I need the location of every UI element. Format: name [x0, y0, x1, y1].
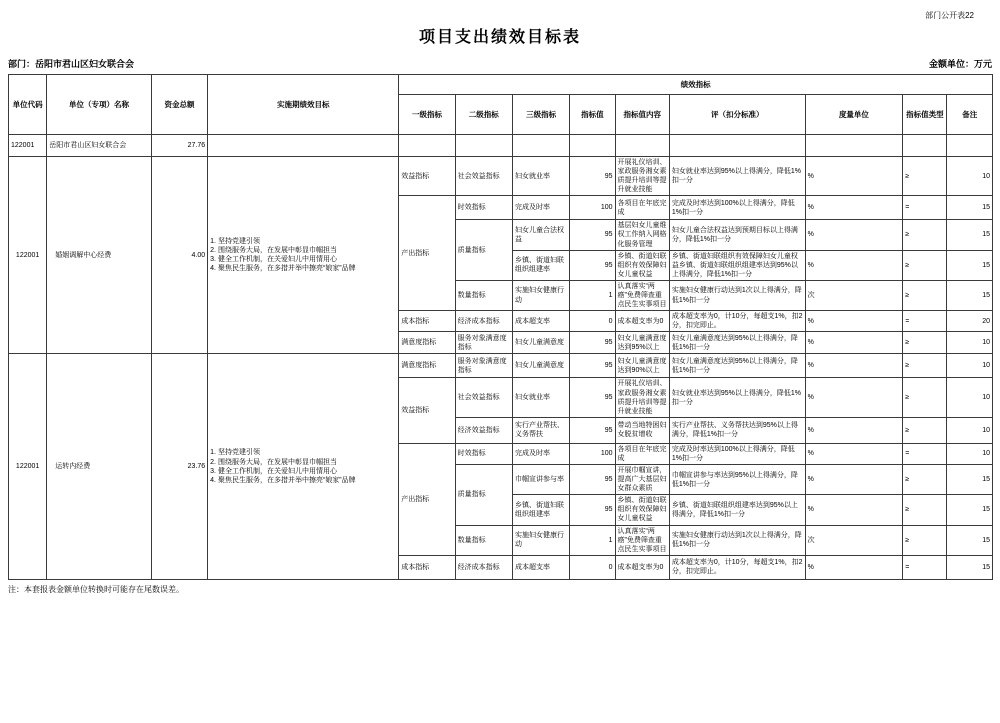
cell-unit: % [805, 220, 903, 250]
cell-remark: 15 [947, 555, 993, 579]
cell-unit: % [805, 157, 903, 196]
cell-amount: 23.76 [151, 354, 207, 579]
cell-unit: % [805, 495, 903, 525]
cell-content: 认真落实“两癌”免费筛查重点民生实事项目 [615, 280, 669, 310]
cell-type: ≥ [903, 464, 947, 494]
cell-amount: 4.00 [151, 157, 207, 354]
amount-unit-label: 金额单位：万元 [928, 59, 992, 69]
cell-l2: 时效指标 [455, 443, 512, 464]
cell-remark: 15 [947, 280, 993, 310]
goal-line: 4. 聚焦民生服务，在多措并举中擦亮“娘家”品牌 [210, 265, 356, 273]
meta-row [8, 57, 992, 70]
footnote: 注：本套报表金额单位转换时可能存在尾数误差。 [8, 584, 184, 594]
cell-unit: 次 [805, 525, 903, 555]
cell-l1 [399, 135, 455, 157]
cell-content: 各项目在年底完成 [615, 443, 669, 464]
cell-score: 乡镇、街道妇联组织组建率达到95%以上得满分，降低1%扣一分 [669, 495, 805, 525]
cell-content: 妇女儿童满意度达到95%以上 [615, 332, 669, 354]
cell-remark: 10 [947, 354, 993, 378]
goal-line: 3. 健全工作机制，在关爱妇儿中用情用心 [210, 467, 337, 475]
cell-score [669, 135, 805, 157]
cell-remark: 10 [947, 157, 993, 196]
indicator-row [9, 354, 993, 378]
summary-row [9, 135, 993, 157]
cell-unit-code: 122001 [9, 135, 47, 157]
cell-l3: 妇女儿童合法权益 [512, 220, 569, 250]
cell-remark: 15 [947, 464, 993, 494]
cell-l3: 妇女就业率 [512, 378, 569, 417]
cell-l2: 服务对象满意度指标 [455, 332, 512, 354]
cell-content: 认真落实“两癌”免费筛查重点民生实事项目 [615, 525, 669, 555]
cell-content: 成本超支率为0 [615, 555, 669, 579]
cell-score: 完成及时率达到100%以上得满分，降低1%扣一分 [669, 196, 805, 220]
cell-remark: 15 [947, 250, 993, 280]
cell-goals [208, 354, 399, 579]
cell-project-name: 婚姻调解中心经费 [47, 157, 152, 354]
cell-remark: 15 [947, 220, 993, 250]
cell-l1: 效益指标 [399, 378, 455, 443]
cell-score: 妇女就业率达到95%以上得满分，降低1%扣一分 [669, 157, 805, 196]
cell-content: 开展礼仪培训、家政服务湘女素质提升培训等提升就业技能 [615, 378, 669, 417]
header-l2: 二级指标 [455, 95, 512, 135]
cell-remark: 15 [947, 196, 993, 220]
cell-score: 成本超支率为0，计10分，每超支1%，扣2分，扣完即止。 [669, 555, 805, 579]
cell-remark [947, 135, 993, 157]
header-unit-code: 单位代码 [9, 75, 47, 135]
cell-unit-code: 122001 [9, 354, 47, 579]
cell-l3: 实施妇女健康行动 [512, 525, 569, 555]
cell-l1: 满意度指标 [399, 332, 455, 354]
cell-content: 开展礼仪培训、家政服务湘女素质提升培训等提升就业技能 [615, 157, 669, 196]
cell-l3: 实行产业帮扶、义务帮扶 [512, 417, 569, 443]
cell-unit: % [805, 311, 903, 332]
cell-l2: 数量指标 [455, 525, 512, 555]
cell-score: 实施妇女健康行动达到1次以上得满分，降低1%扣一分 [669, 525, 805, 555]
cell-score: 实施妇女健康行动达到1次以上得满分，降低1%扣一分 [669, 280, 805, 310]
cell-value: 95 [570, 378, 615, 417]
cell-content: 各项目在年底完成 [615, 196, 669, 220]
cell-value: 95 [570, 417, 615, 443]
cell-l3: 乡镇、街道妇联组织组建率 [512, 250, 569, 280]
cell-l3 [512, 135, 569, 157]
cell-l3: 妇女儿童满意度 [512, 332, 569, 354]
header-row-1 [9, 75, 993, 95]
goal-line: 1. 坚持党建引领 [210, 449, 260, 457]
cell-l2: 服务对象满意度指标 [455, 354, 512, 378]
cell-unit: % [805, 443, 903, 464]
cell-score: 完成及时率达到100%以上得满分，降低1%扣一分 [669, 443, 805, 464]
cell-unit: % [805, 378, 903, 417]
cell-amount: 27.76 [151, 135, 207, 157]
cell-value: 100 [570, 196, 615, 220]
cell-unit-name: 岳阳市君山区妇女联合会 [47, 135, 152, 157]
header-l1: 一级指标 [399, 95, 455, 135]
goal-line: 4. 聚焦民生服务，在多措并举中擦亮“娘家”品牌 [210, 476, 356, 484]
cell-type [903, 135, 947, 157]
header-perf-group: 绩效指标 [399, 75, 993, 95]
cell-goals [208, 157, 399, 354]
cell-l2: 社会效益指标 [455, 378, 512, 417]
cell-content: 乡镇、街道妇联组织有效保障妇女儿童权益 [615, 250, 669, 280]
cell-score: 妇女儿童合法权益达到预期目标以上得满分，降低1%扣一分 [669, 220, 805, 250]
header-value: 指标值 [570, 95, 615, 135]
goal-line: 1. 坚持党建引领 [210, 238, 260, 246]
cell-l2: 经济成本指标 [455, 555, 512, 579]
cell-unit: % [805, 332, 903, 354]
header-unit: 度量单位 [805, 95, 903, 135]
cell-unit: % [805, 250, 903, 280]
cell-l3: 乡镇、街道妇联组织组建率 [512, 495, 569, 525]
cell-l3: 妇女就业率 [512, 157, 569, 196]
cell-value [570, 135, 615, 157]
header-l3: 三级指标 [512, 95, 569, 135]
cell-type: = [903, 196, 947, 220]
cell-value: 95 [570, 464, 615, 494]
cell-remark: 10 [947, 332, 993, 354]
cell-value: 100 [570, 443, 615, 464]
cell-content [615, 135, 669, 157]
corner-label: 部门公开表22 [925, 11, 974, 20]
cell-unit: % [805, 417, 903, 443]
cell-l1: 满意度指标 [399, 354, 455, 378]
cell-value: 95 [570, 354, 615, 378]
cell-score: 实行产业帮扶、义务帮扶达到95%以上得满分，降低1%扣一分 [669, 417, 805, 443]
cell-value: 95 [570, 250, 615, 280]
cell-score: 成本超支率为0，计10分，每超支1%，扣2分，扣完即止。 [669, 311, 805, 332]
cell-l1: 成本指标 [399, 311, 455, 332]
cell-l3: 实施妇女健康行动 [512, 280, 569, 310]
cell-value: 0 [570, 311, 615, 332]
cell-l2: 经济成本指标 [455, 311, 512, 332]
header-remark: 备注 [947, 95, 993, 135]
header-unit-name: 单位（专项）名称 [47, 75, 152, 135]
goal-line: 3. 健全工作机制，在关爱妇儿中用情用心 [210, 256, 337, 264]
cell-unit: % [805, 464, 903, 494]
cell-unit [805, 135, 903, 157]
cell-l3: 完成及时率 [512, 443, 569, 464]
cell-value: 95 [570, 220, 615, 250]
department-label: 部门：岳阳市君山区妇女联合会 [8, 59, 135, 69]
cell-remark: 20 [947, 311, 993, 332]
cell-l2: 社会效益指标 [455, 157, 512, 196]
cell-unit: 次 [805, 280, 903, 310]
cell-l3: 巾帼宣讲参与率 [512, 464, 569, 494]
header-score: 评（扣分标准） [669, 95, 805, 135]
cell-type: ≥ [903, 525, 947, 555]
header-value-type: 指标值类型 [903, 95, 947, 135]
cell-remark: 10 [947, 417, 993, 443]
cell-l1: 产出指标 [399, 443, 455, 555]
cell-unit: % [805, 555, 903, 579]
cell-value: 1 [570, 280, 615, 310]
cell-remark: 10 [947, 378, 993, 417]
cell-remark: 10 [947, 443, 993, 464]
cell-type: = [903, 555, 947, 579]
cell-score: 巾帼宣讲参与率达到95%以上得满分，降低1%扣一分 [669, 464, 805, 494]
cell-remark: 15 [947, 495, 993, 525]
indicator-row [9, 157, 993, 196]
cell-unit: % [805, 196, 903, 220]
cell-type: ≥ [903, 157, 947, 196]
cell-content: 开展巾帼宣讲，提高广大基层妇女群众素质 [615, 464, 669, 494]
cell-l2: 数量指标 [455, 280, 512, 310]
cell-l2: 经济效益指标 [455, 417, 512, 443]
cell-type: ≥ [903, 378, 947, 417]
cell-l2: 时效指标 [455, 196, 512, 220]
cell-value: 1 [570, 525, 615, 555]
cell-score: 妇女儿童满意度达到95%以上得满分，降低1%扣一分 [669, 354, 805, 378]
cell-l1: 效益指标 [399, 157, 455, 196]
cell-value: 95 [570, 332, 615, 354]
goal-line: 2. 围绕服务大局，在发展中彰显巾帼担当 [210, 247, 337, 255]
cell-type: ≥ [903, 332, 947, 354]
cell-type: ≥ [903, 250, 947, 280]
cell-l1: 成本指标 [399, 555, 455, 579]
cell-unit: % [805, 354, 903, 378]
cell-unit-code: 122001 [9, 157, 47, 354]
goal-line: 2. 围绕服务大局，在发展中彰显巾帼担当 [210, 458, 337, 466]
cell-score: 妇女就业率达到95%以上得满分，降低1%扣一分 [669, 378, 805, 417]
page-title: 项目支出绩效目标表 [418, 29, 581, 46]
cell-l3: 成本超支率 [512, 311, 569, 332]
cell-value: 95 [570, 157, 615, 196]
cell-project-name: 运转内经费 [47, 354, 152, 579]
header-impl-goal: 实施期绩效目标 [208, 75, 399, 135]
cell-l2 [455, 135, 512, 157]
cell-remark: 15 [947, 525, 993, 555]
cell-content: 妇女儿童满意度达到90%以上 [615, 354, 669, 378]
cell-type: ≥ [903, 280, 947, 310]
cell-l3: 成本超支率 [512, 555, 569, 579]
cell-l3: 完成及时率 [512, 196, 569, 220]
cell-score: 妇女儿童满意度达到95%以上得满分，降低1%扣一分 [669, 332, 805, 354]
cell-type: = [903, 311, 947, 332]
header-total-amount: 资金总额 [151, 75, 207, 135]
cell-type: ≥ [903, 417, 947, 443]
cell-value: 0 [570, 555, 615, 579]
header-content: 指标值内容 [615, 95, 669, 135]
cell-l2: 质量指标 [455, 220, 512, 281]
cell-type: = [903, 443, 947, 464]
cell-goals [208, 135, 399, 157]
cell-content: 带动当地特困妇女脱贫增收 [615, 417, 669, 443]
cell-l2: 质量指标 [455, 464, 512, 525]
cell-type: ≥ [903, 354, 947, 378]
cell-content: 基层妇女儿童维权工作纳入网格化服务管理 [615, 220, 669, 250]
cell-type: ≥ [903, 495, 947, 525]
cell-score: 乡镇、街道妇联组织有效保障妇女儿童权益乡镇、街道妇联组织组建率达到95%以上得满分，降低1%扣一分 [669, 250, 805, 280]
cell-content: 乡镇、街道妇联组织有效保障妇女儿童权益 [615, 495, 669, 525]
performance-target-table [8, 74, 993, 580]
cell-value: 95 [570, 495, 615, 525]
cell-content: 成本超支率为0 [615, 311, 669, 332]
cell-type: ≥ [903, 220, 947, 250]
cell-l1: 产出指标 [399, 196, 455, 311]
cell-l3: 妇女儿童满意度 [512, 354, 569, 378]
